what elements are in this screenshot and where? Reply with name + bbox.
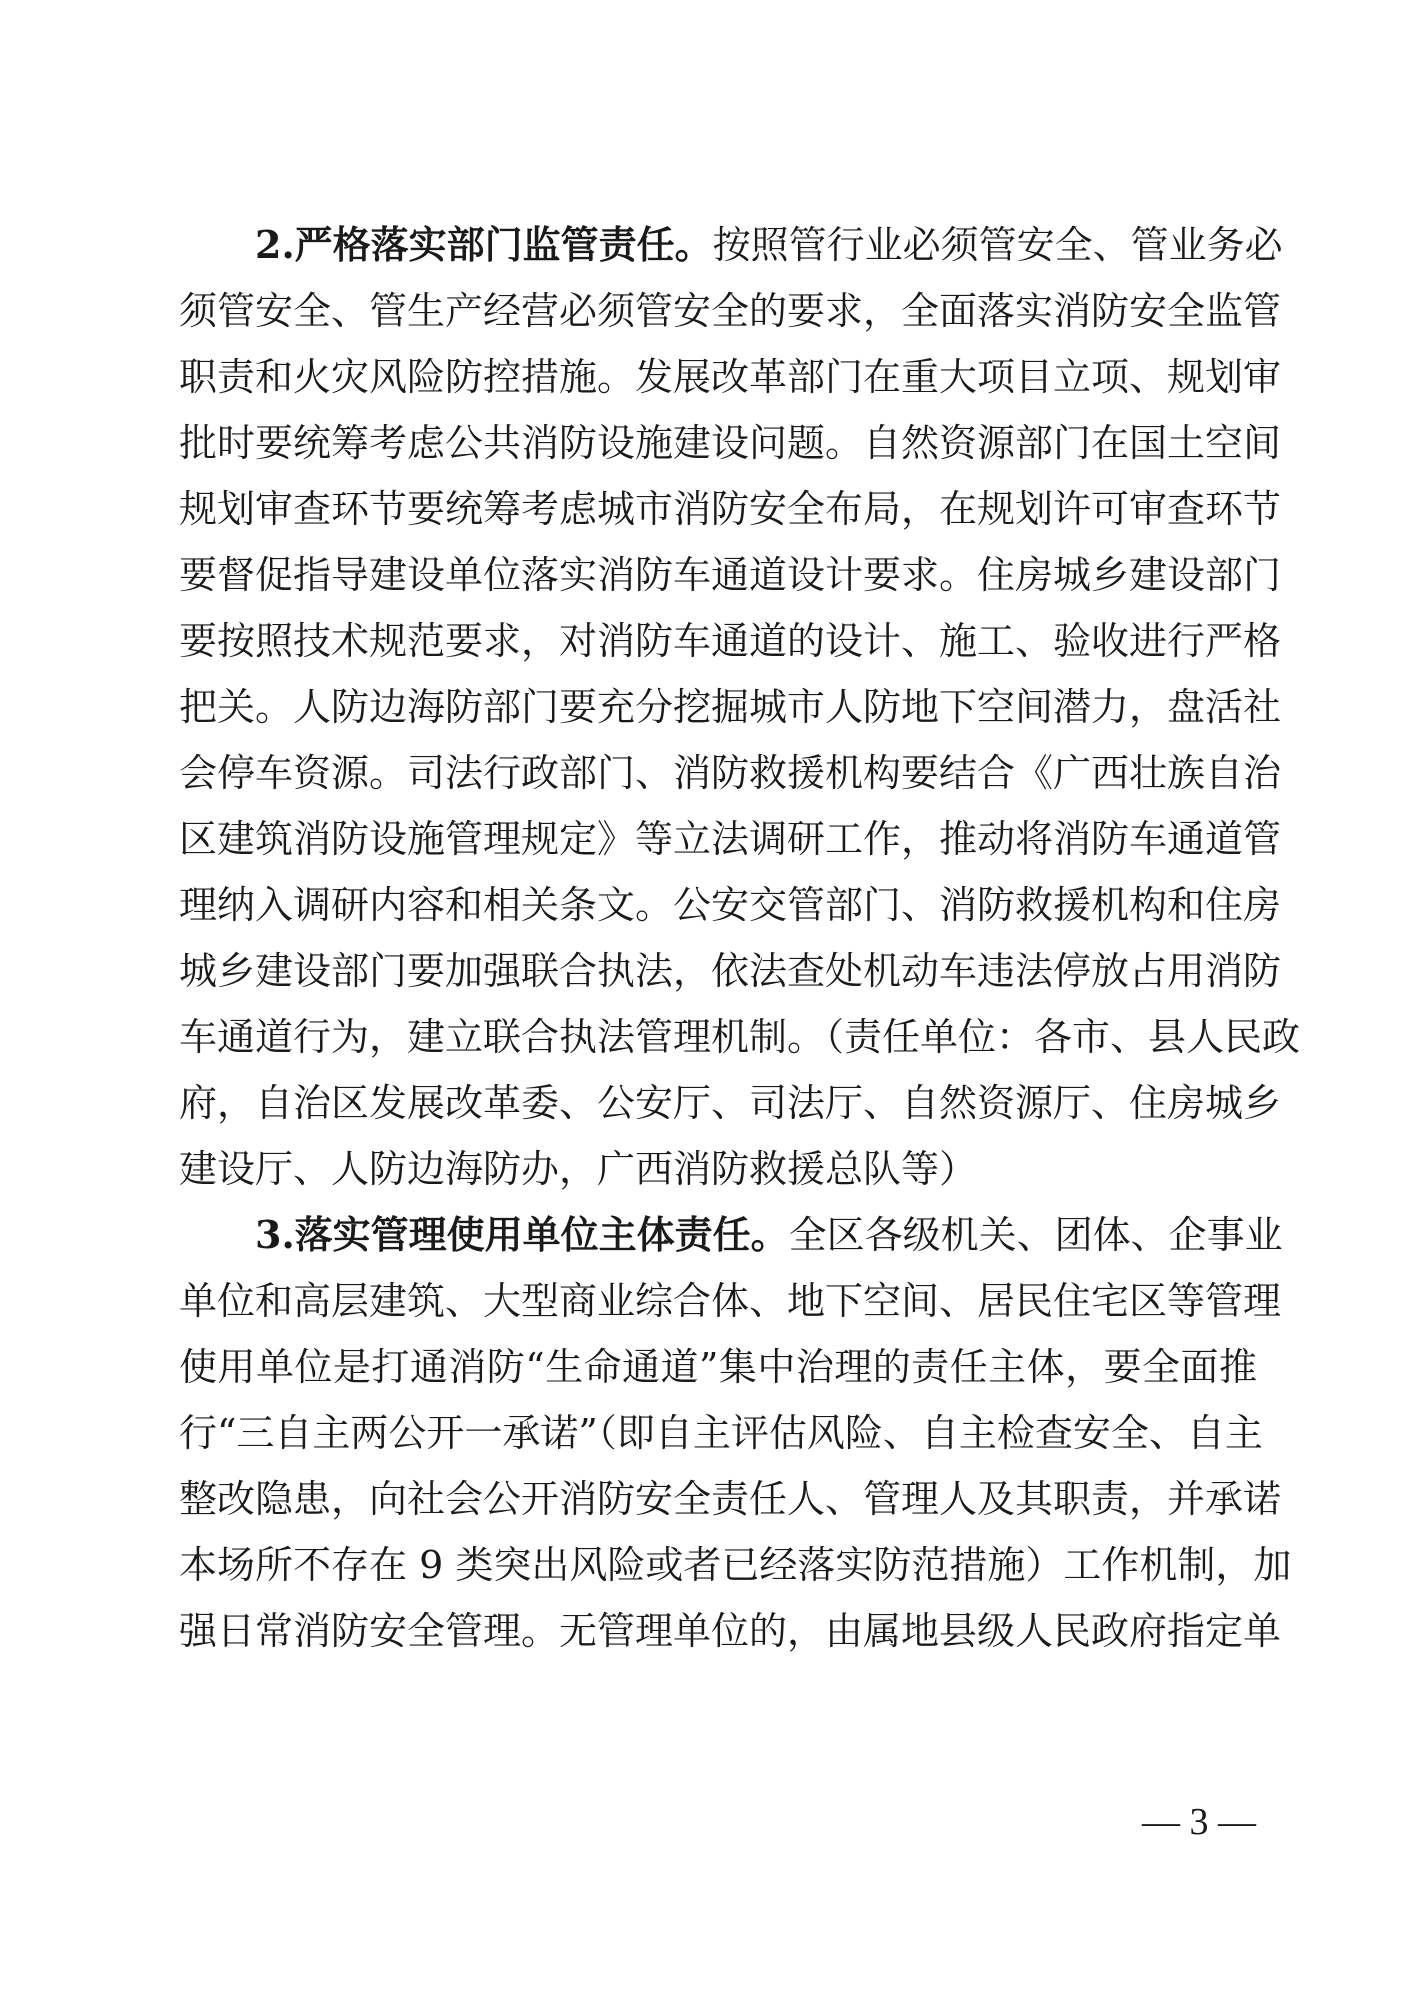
paragraph-2-line: 理纳入调研内容和相关条文。公安交管部门、消防救援机构和住房	[179, 883, 1282, 927]
paragraph-3-line: 单位和高层建筑、大型商业综合体、地下空间、居民住宅区等管理	[179, 1279, 1282, 1323]
paragraph-2-line: 规划审查环节要统筹考虑城市消防安全布局，在规划许可审查环节	[179, 487, 1282, 531]
paragraph-3-line: 整改隐患，向社会公开消防安全责任人、管理人及其职责，并承诺	[179, 1477, 1282, 1521]
paragraph-2-line: 须管安全、管生产经营必须管安全的要求，全面落实消防安全监管	[179, 289, 1282, 333]
paragraph-2-line: 要按照技术规范要求，对消防车通道的设计、施工、验收进行严格	[179, 619, 1282, 663]
paragraph-2-line: 区建筑消防设施管理规定》等立法调研工作，推动将消防车通道管	[179, 817, 1282, 861]
paragraph-2-line: 城乡建设部门要加强联合执法，依法查处机动车违法停放占用消防	[179, 949, 1282, 993]
paragraph-3-line: 使用单位是打通消防“生命通道”集中治理的责任主体，要全面推	[179, 1345, 1257, 1389]
paragraph-2-heading: 2.严格落实部门监管责任。	[255, 222, 713, 267]
paragraph-2-line: 要督促指导建设单位落实消防车通道设计要求。住房城乡建设部门	[179, 553, 1282, 597]
paragraph-2-line: 职责和火灾风险防控措施。发展改革部门在重大项目立项、规划审	[179, 355, 1282, 399]
paragraph-2-line: 车通道行为，建立联合执法管理机制。（责任单位：各市、县人民政	[179, 1015, 1301, 1059]
paragraph-3-line-1	[179, 1202, 1283, 1268]
paragraph-3-line: 本场所不存在 9 类突出风险或者已经落实防范措施）工作机制，加	[179, 1543, 1292, 1587]
paragraph-3-line: 行“三自主两公开一承诺”（即自主评估风险、自主检查安全、自主	[179, 1411, 1263, 1455]
paragraph-2-line: 会停车资源。司法行政部门、消防救援机构要结合《广西壮族自治	[179, 751, 1282, 795]
paragraph-2-line-1	[179, 212, 1283, 278]
paragraph-2-line: 批时要统筹考虑公共消防设施建设问题。自然资源部门在国土空间	[179, 421, 1282, 465]
body-text	[179, 212, 1301, 1664]
paragraph-2-line: 府，自治区发展改革委、公安厅、司法厅、自然资源厅、住房城乡	[179, 1081, 1282, 1125]
paragraph-3-line: 强日常消防安全管理。无管理单位的，由属地县级人民政府指定单	[179, 1609, 1282, 1653]
paragraph-2-line: 把关。人防边海防部门要充分挖掘城市人防地下空间潜力，盘活社	[179, 685, 1282, 729]
paragraph-3-heading: 3.落实管理使用单位主体责任。	[255, 1212, 789, 1257]
page-number: — 3 —	[1142, 1801, 1256, 1843]
paragraph-2-line: 建设厅、人防边海防办，广西消防救援总队等）	[179, 1147, 978, 1191]
paragraph-3-text: 全区各级机关、团体、企事业	[788, 1213, 1283, 1257]
paragraph-2-text: 按照管行业必须管安全、管业务必	[712, 223, 1283, 267]
